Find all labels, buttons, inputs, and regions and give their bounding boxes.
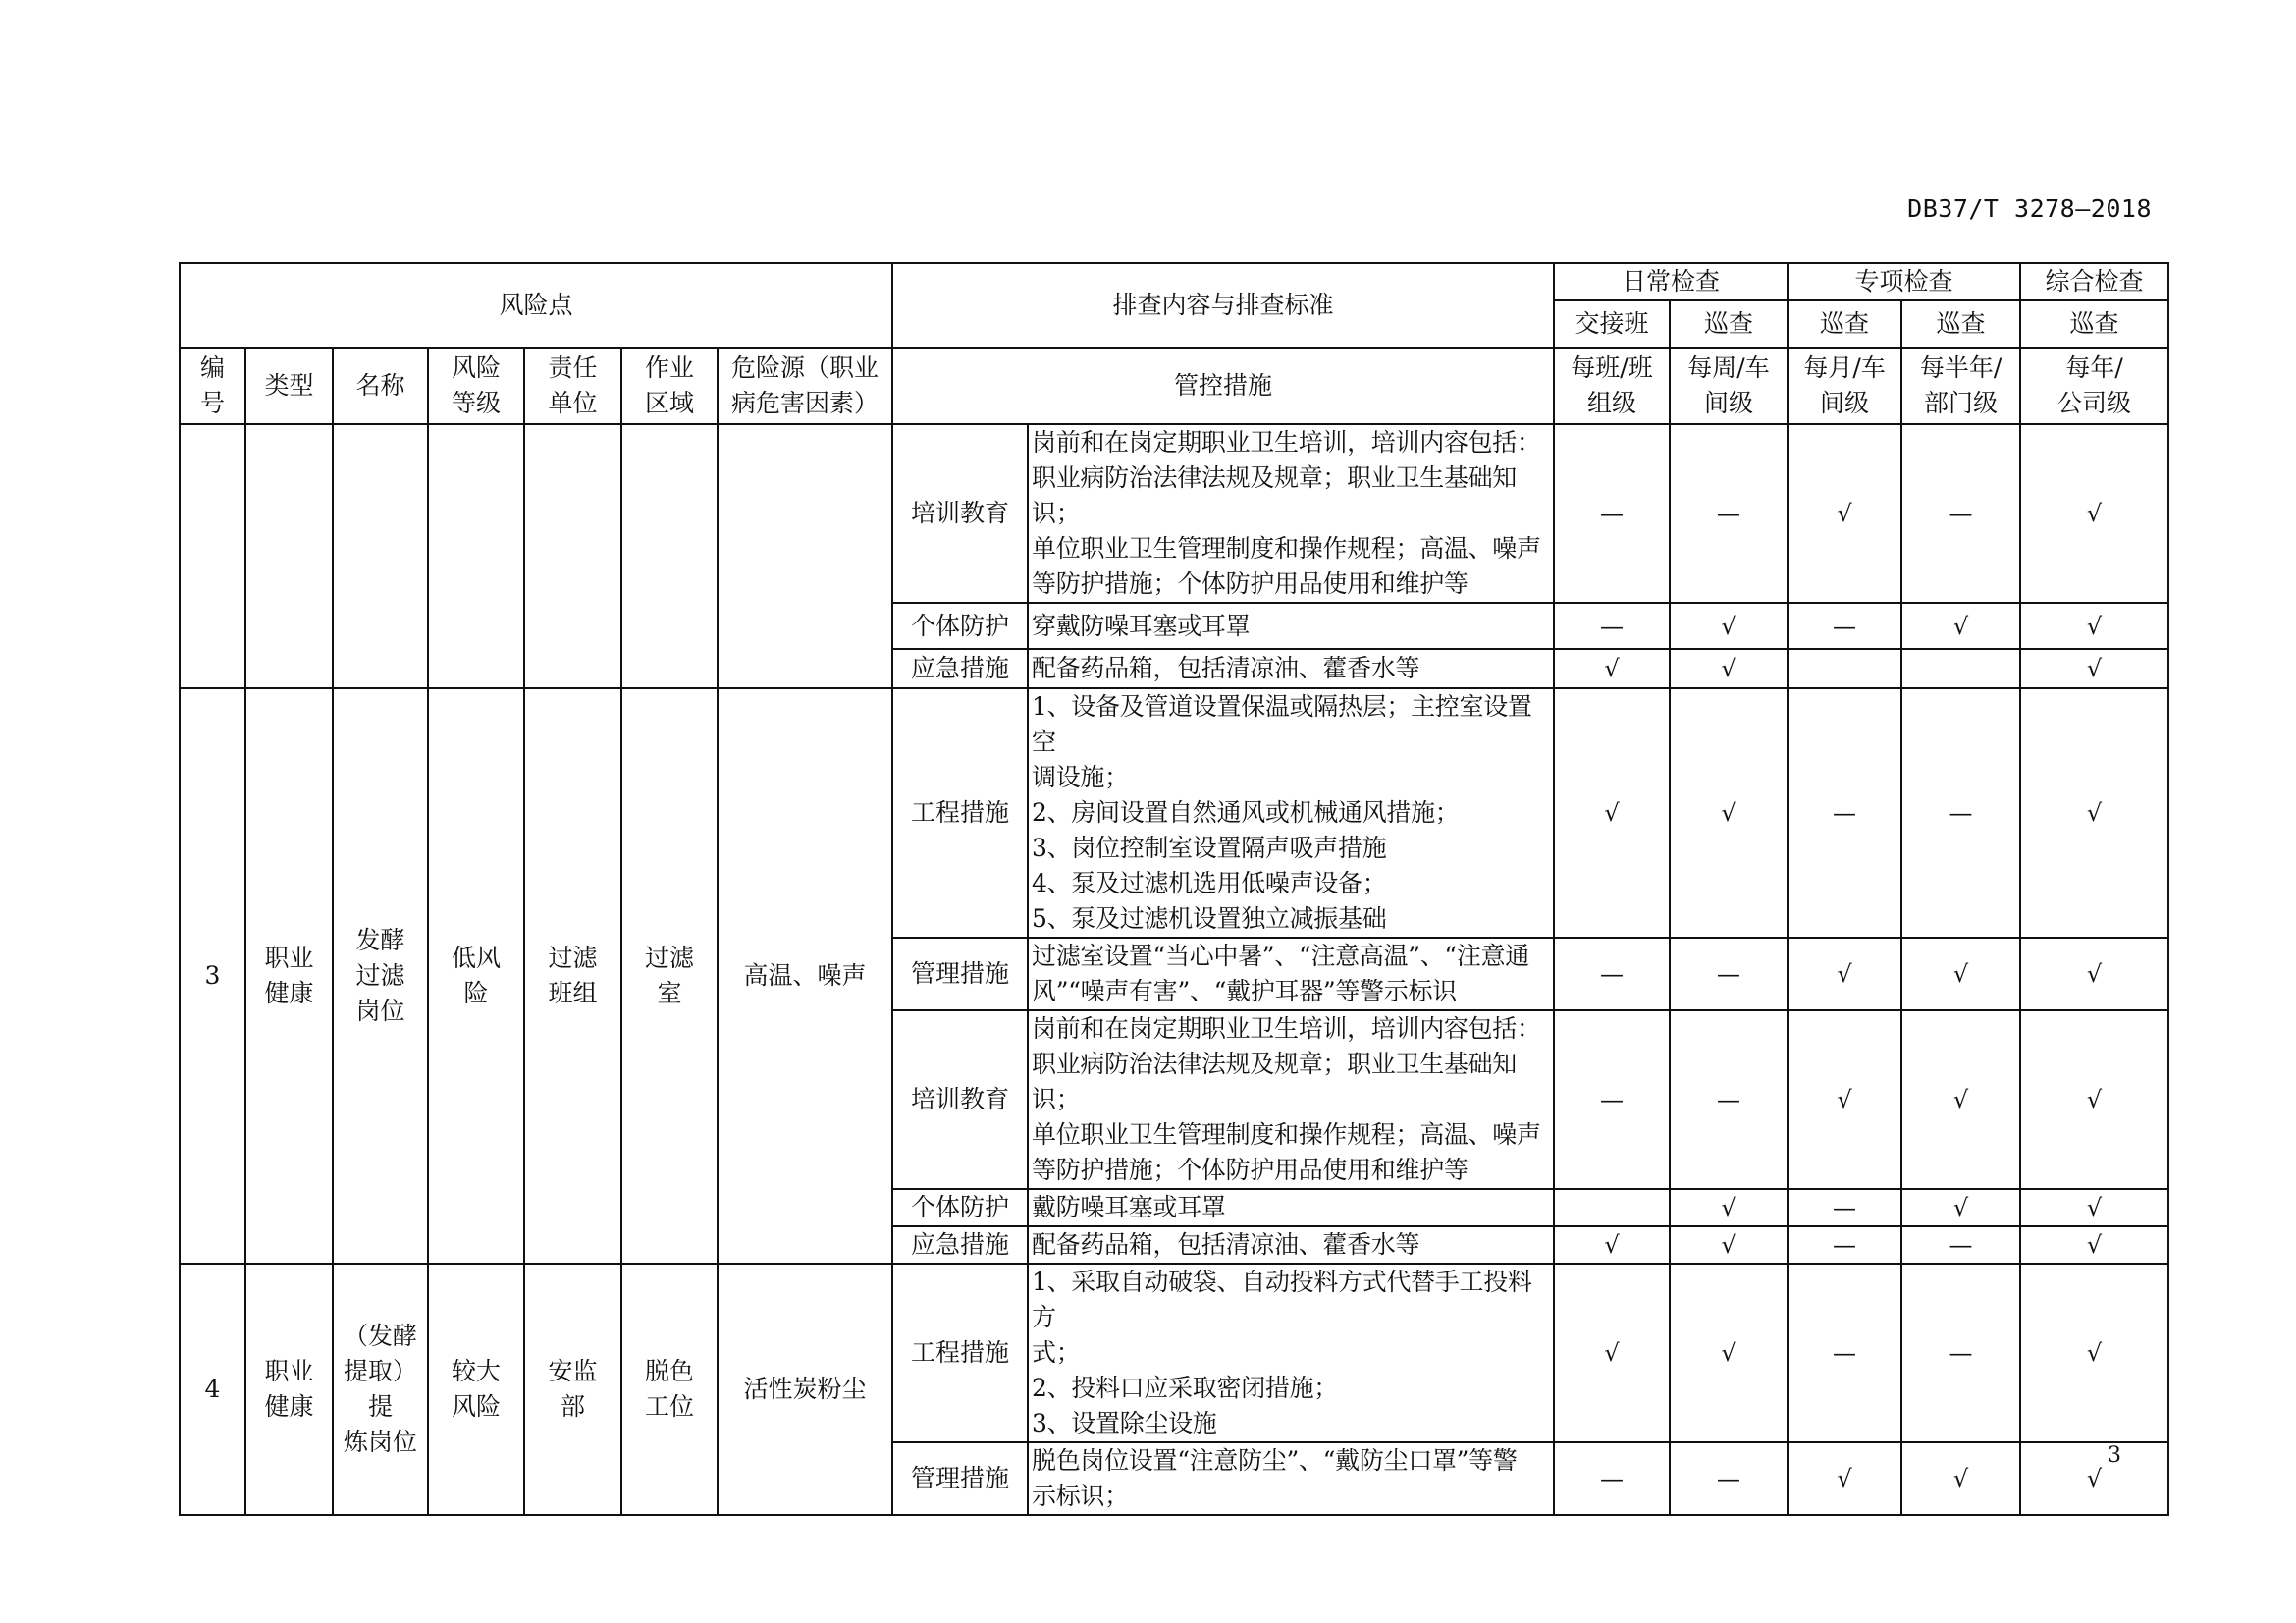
measure-content: 配备药品箱，包括清凉油、藿香水等	[1028, 649, 1554, 688]
header-patrol: 巡查	[2020, 300, 2168, 348]
risk-name: （发酵 提取）提 炼岗位	[333, 1264, 428, 1515]
page-number: 3	[2108, 1443, 2121, 1468]
measure-category: 培训教育	[892, 1010, 1028, 1189]
col-header-measures: 管控措施	[892, 348, 1554, 424]
header-inspection-standard: 排查内容与排查标准	[892, 263, 1554, 348]
check-mark: —	[1670, 1010, 1788, 1189]
empty-unit-cell	[524, 424, 621, 688]
header-patrol: 巡查	[1901, 300, 2020, 348]
check-mark: √	[1554, 688, 1670, 938]
check-mark: √	[1788, 938, 1901, 1010]
check-mark: —	[1554, 1010, 1670, 1189]
header-row-1	[180, 263, 2168, 300]
measure-category: 个体防护	[892, 603, 1028, 649]
check-mark: √	[1901, 1442, 2020, 1515]
col-header-per-shift: 每班/班 组级	[1554, 348, 1670, 424]
empty-name-cell	[333, 424, 428, 688]
check-mark: —	[1554, 424, 1670, 603]
measure-content: 岗前和在岗定期职业卫生培训，培训内容包括： 职业病防治法律法规及规章；职业卫生基础知识； 单位职业卫生管理制度和操作规程；高温、噪声 等防护措施；个体防护用品使用和维护等	[1028, 1010, 1554, 1189]
col-header-hazard: 危险源（职业 病危害因素）	[718, 348, 892, 424]
check-mark: √	[1554, 1226, 1670, 1264]
check-mark: √	[2020, 688, 2168, 938]
measure-content: 配备药品箱，包括清凉油、藿香水等	[1028, 1226, 1554, 1264]
work-area: 脱色 工位	[621, 1264, 718, 1515]
check-mark: √	[2020, 603, 2168, 649]
table-row	[180, 1264, 2168, 1442]
col-header-per-week: 每周/车 间级	[1670, 348, 1788, 424]
measure-content: 岗前和在岗定期职业卫生培训，培训内容包括： 职业病防治法律法规及规章；职业卫生基础知识； 单位职业卫生管理制度和操作规程；高温、噪声 等防护措施；个体防护用品使用和维护等	[1028, 424, 1554, 603]
hazard-source: 活性炭粉尘	[718, 1264, 892, 1515]
measure-category: 管理措施	[892, 938, 1028, 1010]
check-mark: √	[1554, 649, 1670, 688]
empty-no-cell	[180, 424, 245, 688]
col-header-type: 类型	[245, 348, 333, 424]
check-mark: —	[1554, 938, 1670, 1010]
check-mark: —	[1670, 938, 1788, 1010]
measure-content: 脱色岗位设置“注意防尘”、“戴防尘口罩”等警 示标识；	[1028, 1442, 1554, 1515]
col-header-risk-level: 风险 等级	[428, 348, 524, 424]
risk-level: 较大 风险	[428, 1264, 524, 1515]
check-mark: √	[1788, 424, 1901, 603]
check-mark: —	[1788, 1226, 1901, 1264]
col-header-unit: 责任 单位	[524, 348, 621, 424]
check-mark: √	[1788, 1010, 1901, 1189]
document-code: DB37/T 3278—2018	[1907, 194, 2152, 223]
measure-category: 工程措施	[892, 1264, 1028, 1442]
empty-type-cell	[245, 424, 333, 688]
col-header-per-month: 每月/车 间级	[1788, 348, 1901, 424]
empty-area-cell	[621, 424, 718, 688]
check-mark: √	[1670, 603, 1788, 649]
work-area: 过滤 室	[621, 688, 718, 1264]
check-mark: —	[1788, 688, 1901, 938]
check-mark: √	[2020, 938, 2168, 1010]
check-mark: —	[1788, 1189, 1901, 1226]
check-mark: —	[1670, 424, 1788, 603]
measure-content: 穿戴防噪耳塞或耳罩	[1028, 603, 1554, 649]
table-row	[180, 688, 2168, 938]
header-special-check: 专项检查	[1788, 263, 2020, 300]
risk-level: 低风 险	[428, 688, 524, 1264]
header-patrol: 巡查	[1788, 300, 1901, 348]
check-mark: √	[1670, 1264, 1788, 1442]
check-mark: √	[1554, 1264, 1670, 1442]
empty-hazard-cell	[718, 424, 892, 688]
measure-category: 应急措施	[892, 1226, 1028, 1264]
risk-check-table	[179, 262, 2169, 1516]
check-mark: √	[2020, 1442, 2168, 1515]
col-header-name: 名称	[333, 348, 428, 424]
col-header-half-year: 每半年/ 部门级	[1901, 348, 2020, 424]
table-row	[180, 424, 2168, 603]
hazard-source: 高温、噪声	[718, 688, 892, 1264]
check-mark	[1901, 649, 2020, 688]
check-mark: √	[2020, 1189, 2168, 1226]
header-daily-check: 日常检查	[1554, 263, 1788, 300]
check-mark: —	[1788, 603, 1901, 649]
check-mark: —	[1901, 1226, 2020, 1264]
check-mark: √	[1901, 603, 2020, 649]
empty-risk-level-cell	[428, 424, 524, 688]
risk-type: 职业 健康	[245, 1264, 333, 1515]
check-mark: √	[2020, 1264, 2168, 1442]
responsible-unit: 过滤 班组	[524, 688, 621, 1264]
check-mark: √	[2020, 649, 2168, 688]
check-mark: √	[1670, 688, 1788, 938]
check-mark: —	[1670, 1442, 1788, 1515]
check-mark: √	[1901, 938, 2020, 1010]
check-mark: —	[1788, 1264, 1901, 1442]
check-mark	[1788, 649, 1901, 688]
header-risk-point: 风险点	[180, 263, 892, 348]
check-mark: √	[1901, 1189, 2020, 1226]
check-mark: —	[1901, 424, 2020, 603]
check-mark: √	[1670, 1189, 1788, 1226]
check-mark: √	[1670, 649, 1788, 688]
col-header-area: 作业 区域	[621, 348, 718, 424]
header-handover: 交接班	[1554, 300, 1670, 348]
risk-name: 发酵 过滤 岗位	[333, 688, 428, 1264]
header-patrol: 巡查	[1670, 300, 1788, 348]
check-mark: √	[2020, 1010, 2168, 1189]
risk-no: 3	[180, 688, 245, 1264]
measure-category: 个体防护	[892, 1189, 1028, 1226]
check-mark: —	[1901, 1264, 2020, 1442]
check-mark	[1554, 1189, 1670, 1226]
measure-category: 培训教育	[892, 424, 1028, 603]
measure-content: 1、采取自动破袋、自动投料方式代替手工投料方 式； 2、投料口应采取密闭措施； 3、设置除尘设施	[1028, 1264, 1554, 1442]
check-mark: √	[1788, 1442, 1901, 1515]
measure-content: 戴防噪耳塞或耳罩	[1028, 1189, 1554, 1226]
check-mark: √	[1901, 1010, 2020, 1189]
measure-content: 1、设备及管道设置保温或隔热层；主控室设置空 调设施； 2、房间设置自然通风或机械通风措施； 3、岗位控制室设置隔声吸声措施 4、泵及过滤机选用低噪声设备； 5、泵及过滤机设置独立减振基础	[1028, 688, 1554, 938]
check-mark: √	[2020, 1226, 2168, 1264]
col-header-per-year: 每年/ 公司级	[2020, 348, 2168, 424]
risk-type: 职业 健康	[245, 688, 333, 1264]
measure-content: 过滤室设置“当心中暑”、“注意高温”、“注意通 风”“噪声有害”、“戴护耳器”等警示标识	[1028, 938, 1554, 1010]
measure-category: 工程措施	[892, 688, 1028, 938]
measure-category: 应急措施	[892, 649, 1028, 688]
header-comprehensive-check: 综合检查	[2020, 263, 2168, 300]
check-mark: √	[2020, 424, 2168, 603]
check-mark: —	[1901, 688, 2020, 938]
col-header-no: 编 号	[180, 348, 245, 424]
check-mark: √	[1670, 1226, 1788, 1264]
check-mark: —	[1554, 1442, 1670, 1515]
responsible-unit: 安监 部	[524, 1264, 621, 1515]
measure-category: 管理措施	[892, 1442, 1028, 1515]
header-row-3	[180, 348, 2168, 424]
risk-no: 4	[180, 1264, 245, 1515]
check-mark: —	[1554, 603, 1670, 649]
